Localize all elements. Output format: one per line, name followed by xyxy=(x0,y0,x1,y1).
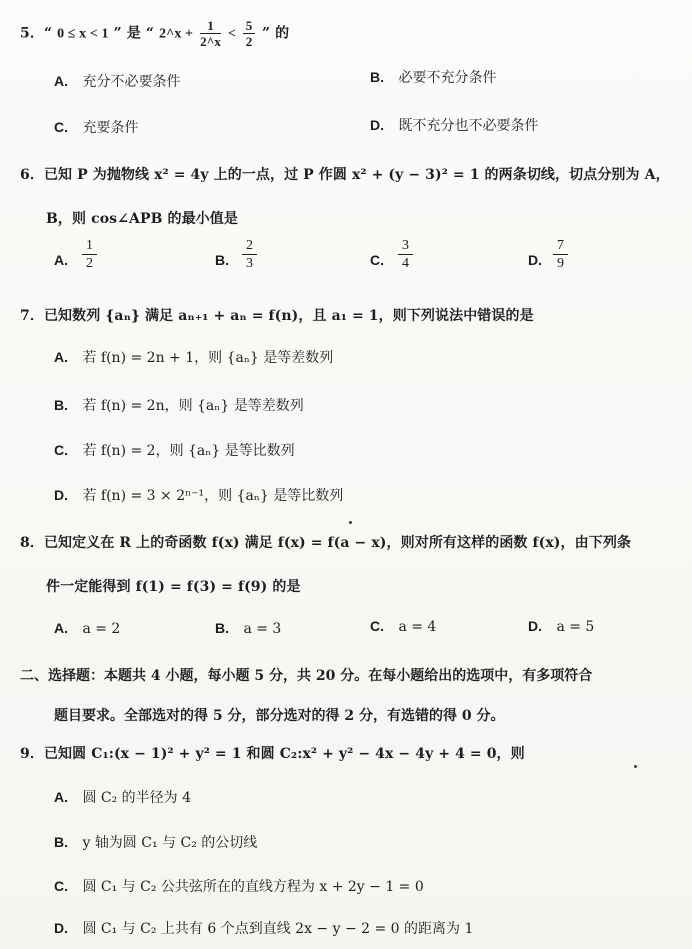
q5-option-c xyxy=(54,120,138,135)
q7-option-c-label: C. xyxy=(54,442,68,458)
q5-option-b-text: 必要不充分条件 xyxy=(398,70,497,86)
q5-fraction-2 xyxy=(243,19,255,48)
q7-option-d-text: 若 f(n) = 3 × 2ⁿ⁻¹，则 {aₙ} 是等比数列 xyxy=(82,488,344,504)
q6-option-a-fraction xyxy=(82,239,97,271)
q5-option-b-label: B. xyxy=(370,69,384,85)
question-7-stem: 7．已知数列 {aₙ} 满足 aₙ₊₁ + aₙ = f(n)，且 a₁ = 1，则下列说法中错误的是 xyxy=(20,308,534,324)
question-6-line-2: B，则 cos∠APB 的最小值是 xyxy=(46,211,238,227)
q7-option-b-text: 若 f(n) = 2n，则 {aₙ} 是等差数列 xyxy=(82,398,304,414)
question-8-line-1: 8．已知定义在 R 上的奇函数 f(x) 满足 f(x) = f(a − x)，则对所有这样的函数 f(x)，由下列条 xyxy=(20,535,632,551)
q5-option-a-text: 充分不必要条件 xyxy=(82,74,181,90)
q6-option-d-top: 7 xyxy=(553,239,568,255)
q8-option-d-label: D. xyxy=(528,618,542,634)
q5-expression-part-1: 2^x + xyxy=(158,26,194,42)
q6-option-c-fraction xyxy=(398,239,413,271)
section-2-instruction-line-2: 题目要求。全部选对的得 5 分，部分选对的得 2 分，有选错的得 0 分。 xyxy=(54,708,505,724)
q9-option-d-text: 圆 C₁ 与 C₂ 上共有 6 个点到直线 2x − y − 2 = 0 的距离为 1 xyxy=(82,921,474,937)
q6-option-b-label-wrap xyxy=(215,253,239,268)
q7-option-c-text: 若 f(n) = 2，则 {aₙ} 是等比数列 xyxy=(82,443,295,459)
q5-mid: ” 是 “ xyxy=(113,25,154,42)
q5-option-c-text: 充要条件 xyxy=(82,120,139,136)
q6-option-a-label-wrap xyxy=(54,253,78,268)
q8-option-a-label: A. xyxy=(54,620,68,636)
q5-lead: 5．“ xyxy=(20,25,53,42)
q6-option-c-bottom: 4 xyxy=(402,256,409,271)
q5-option-b xyxy=(370,70,496,85)
q8-option-b xyxy=(215,621,281,636)
q7-option-a xyxy=(54,350,333,365)
q8-option-a xyxy=(54,621,120,636)
q7-option-d xyxy=(54,488,343,503)
q6-option-a-label: A. xyxy=(54,252,68,268)
q7-option-b-label: B. xyxy=(54,397,68,413)
q8-option-c xyxy=(370,619,436,634)
question-8-line-2: 件一定能得到 f(1) = f(3) = f(9) 的是 xyxy=(46,579,301,595)
section-2-instruction-line-1: 二、选择题：本题共 4 小题，每小题 5 分，共 20 分。在每小题给出的选项中，有多项符合 xyxy=(20,668,593,684)
q6-option-d-fraction xyxy=(553,239,568,271)
q7-option-c xyxy=(54,443,295,458)
q5-fraction-1-top: 1 xyxy=(200,19,221,34)
q7-option-a-label: A. xyxy=(54,349,68,365)
question-6-line-1: 6．已知 P 为抛物线 x² = 4y 上的一点，过 P 作圆 x² + (y − 3)² = 1 的两条切线，切点分别为 A， xyxy=(20,167,670,183)
q6-option-c-label: C. xyxy=(370,252,384,268)
q9-option-a-text: 圆 C₂ 的半径为 4 xyxy=(82,790,192,806)
q9-option-b-label: B. xyxy=(54,834,68,850)
q5-tail: ” 的 xyxy=(261,25,290,42)
speck-mark-2 xyxy=(634,765,637,768)
q8-option-b-text: a = 3 xyxy=(243,621,282,637)
q6-option-c-label-wrap xyxy=(370,253,394,268)
q6-option-d-bottom: 9 xyxy=(557,256,564,271)
q5-option-d-text: 既不充分也不必要条件 xyxy=(398,118,539,134)
q6-option-b-bottom: 3 xyxy=(246,256,253,271)
q5-fraction-2-top: 5 xyxy=(243,19,255,34)
q5-fraction-1-bottom: 2^x xyxy=(200,34,221,49)
q9-option-c-label: C. xyxy=(54,878,68,894)
q5-option-d-label: D. xyxy=(370,117,384,133)
q9-option-d-label: D. xyxy=(54,920,68,936)
q6-option-b-fraction xyxy=(242,239,257,271)
q6-option-d-label: D. xyxy=(528,252,542,268)
q8-option-c-text: a = 4 xyxy=(398,619,437,635)
q8-option-b-label: B. xyxy=(215,620,229,636)
q6-option-b-top: 2 xyxy=(242,239,257,255)
q9-option-c-text: 圆 C₁ 与 C₂ 公共弦所在的直线方程为 x + 2y − 1 = 0 xyxy=(82,879,424,895)
q6-option-a-top: 1 xyxy=(82,239,97,255)
speck-mark xyxy=(349,521,352,524)
q6-option-d-label-wrap xyxy=(528,253,552,268)
q5-fraction-2-bottom: 2 xyxy=(245,34,253,49)
q9-option-a-label: A. xyxy=(54,789,68,805)
q5-option-a xyxy=(54,74,180,89)
q6-option-c-top: 3 xyxy=(398,239,413,255)
q8-option-c-label: C. xyxy=(370,618,384,634)
q8-option-d-text: a = 5 xyxy=(556,619,595,635)
q9-option-a xyxy=(54,790,191,805)
question-5-stem xyxy=(20,19,289,48)
q5-option-d xyxy=(370,118,538,133)
q9-option-b-text: y 轴为圆 C₁ 与 C₂ 的公切线 xyxy=(82,835,258,851)
q9-option-d xyxy=(54,921,473,936)
question-9-stem: 9．已知圆 C₁:(x − 1)² + y² = 1 和圆 C₂:x² + y² − 4x − 4y + 4 = 0，则 xyxy=(20,746,525,762)
q5-fraction-1 xyxy=(200,19,221,48)
q7-option-b xyxy=(54,398,304,413)
q5-option-a-label: A. xyxy=(54,73,68,89)
q5-condition: 0 ≤ x < 1 xyxy=(57,26,109,42)
q8-option-d xyxy=(528,619,594,634)
q8-option-a-text: a = 2 xyxy=(82,621,121,637)
q7-option-d-label: D. xyxy=(54,487,68,503)
q6-option-a-bottom: 2 xyxy=(86,256,93,271)
q9-option-b xyxy=(54,835,257,850)
q7-option-a-text: 若 f(n) = 2n + 1，则 {aₙ} 是等差数列 xyxy=(82,350,334,366)
q5-expression-part-2: < xyxy=(227,26,237,42)
q6-option-b-label: B. xyxy=(215,252,229,268)
q5-option-c-label: C. xyxy=(54,119,68,135)
q9-option-c xyxy=(54,879,424,894)
